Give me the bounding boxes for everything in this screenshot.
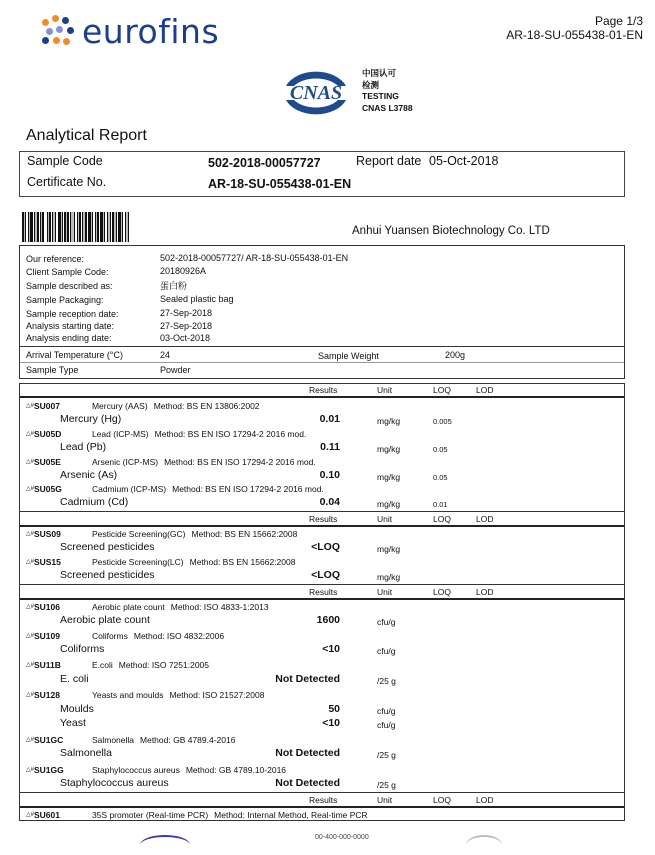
test-header: △#SU05E Arsenic (ICP-MS) Method: BS EN ISO 17294-2 2016 mod.	[26, 457, 316, 467]
certificate-value: AR-18-SU-055438-01-EN	[208, 177, 352, 191]
result-value: Not Detected	[275, 747, 340, 759]
analyte-name: Coliforms	[60, 643, 105, 655]
result-value: 0.10	[319, 469, 340, 481]
test-header: △#SU007 Mercury (AAS) Method: BS EN 13806:2002	[26, 401, 260, 411]
sample-weight-label: Sample Weight	[318, 351, 379, 361]
barcode	[22, 212, 244, 242]
sample-code-value: 502-2018-00057727	[208, 156, 321, 170]
arrival-temp-label: Arrival Temperature (°C)	[26, 350, 123, 360]
test-header: △#SU05G Cadmium (ICP-MS) Method: BS EN ISO 17294-2 2016 mod.	[26, 484, 324, 494]
cnas-accreditation	[276, 64, 436, 120]
eurofins-logo	[40, 12, 220, 50]
info-label: Client Sample Code:	[26, 267, 109, 277]
footer-seal-icon	[466, 835, 502, 855]
info-value: 03-Oct-2018	[160, 333, 211, 343]
report-date-value: 05-Oct-2018	[429, 154, 499, 168]
info-value: 502-2018-00057727/ AR-18-SU-055438-01-EN	[160, 253, 349, 263]
analyte-name: Lead (Pb)	[60, 441, 107, 453]
result-value: <10	[322, 643, 340, 655]
result-value: 50	[328, 703, 340, 715]
loq-value: 0.005	[433, 417, 452, 426]
result-value: 0.04	[319, 496, 340, 508]
test-header: △#SU601 35S promoter (Real-time PCR) Method: Internal Method, Real-time PCR	[26, 810, 368, 820]
eurofins-dots-icon	[40, 13, 76, 49]
page-info	[506, 14, 643, 42]
col-lod: LOD	[476, 385, 494, 395]
col-loq: LOQ	[433, 385, 451, 395]
test-header: △#SU128 Yeasts and moulds Method: ISO 21527:2008	[26, 690, 265, 700]
arrival-temp-value: 24	[160, 350, 171, 360]
sample-code-box	[19, 151, 625, 197]
loq-value: 0.01	[433, 500, 448, 509]
divider	[20, 346, 624, 347]
column-header-row: Results Unit LOQ LOD	[309, 795, 494, 805]
info-label: Sample described as:	[26, 281, 113, 291]
unit-value: mg/kg	[377, 472, 401, 482]
results-table	[19, 383, 625, 821]
analyte-name: Moulds	[60, 703, 94, 715]
unit-value: /25 g	[377, 750, 396, 760]
analyte-name: Screened pesticides	[60, 541, 155, 553]
info-label: Analysis starting date:	[26, 321, 115, 331]
analyte-name: Cadmium (Cd)	[60, 496, 129, 508]
test-header: △#SUS09 Pesticide Screening(GC) Method: BS EN 15662:2008	[26, 529, 298, 539]
analyte-name: Mercury (Hg)	[60, 413, 122, 425]
info-value: 27-Sep-2018	[160, 321, 213, 331]
info-label: Sample Packaging:	[26, 295, 104, 305]
analyte-name: Yeast	[60, 717, 86, 729]
info-label: Our reference:	[26, 254, 85, 264]
analyte-name: E. coli	[60, 673, 89, 685]
analyte-name: Staphylococcus aureus	[60, 777, 169, 789]
info-label: Sample reception date:	[26, 309, 119, 319]
analyte-name: Salmonella	[60, 747, 112, 759]
unit-value: mg/kg	[377, 544, 401, 554]
unit-value: mg/kg	[377, 416, 401, 426]
test-header: △#SU109 Coliforms Method: ISO 4832:2006	[26, 631, 225, 641]
sample-type-label: Sample Type	[26, 365, 79, 375]
info-value: 蛋白粉	[160, 281, 188, 291]
footer-number: 00-400-000-0000	[315, 834, 369, 841]
cnas-text: 中国认可 检测 TESTING CNAS L3788	[362, 68, 413, 113]
column-header-row: Results Unit LOQ LOD	[309, 587, 494, 597]
brand-name: eurofins	[82, 11, 220, 51]
col-unit: Unit	[377, 385, 393, 395]
test-header: △#SU1GG Staphylococcus aureus Method: GB 4789.10-2016	[26, 765, 287, 775]
divider	[20, 362, 624, 363]
sample-type-value: Powder	[160, 365, 191, 375]
svg-text:CNAS: CNAS	[289, 82, 343, 104]
sample-info-box	[19, 245, 625, 379]
unit-value: cfu/g	[377, 646, 396, 656]
result-value: Not Detected	[275, 777, 340, 789]
test-header: △#SU05D Lead (ICP-MS) Method: BS EN ISO 17294-2 2016 mod.	[26, 429, 307, 439]
analyte-name: Aerobic plate count	[60, 614, 150, 626]
info-value: 20180926A	[160, 266, 207, 276]
client-name: Anhui Yuansen Biotechnology Co. LTD	[352, 225, 550, 237]
column-header-row	[20, 384, 624, 396]
result-value: 0.11	[320, 441, 340, 453]
loq-value: 0.05	[433, 445, 448, 454]
unit-value: cfu/g	[377, 720, 396, 730]
test-header: △#SU1GC Salmonella Method: GB 4789.4-2016	[26, 735, 236, 745]
unit-value: mg/kg	[377, 572, 401, 582]
col-results: Results	[309, 385, 338, 395]
result-value: 1600	[316, 614, 340, 626]
sample-code-label: Sample Code	[27, 154, 103, 168]
page-number: Page 1/3	[594, 14, 643, 28]
result-value: <LOQ	[311, 541, 340, 553]
footer-logo-icon	[140, 835, 190, 855]
info-label: Analysis ending date:	[26, 333, 112, 343]
report-id: AR-18-SU-055438-01-EN	[506, 28, 643, 42]
report-date-label: Report date	[356, 154, 422, 168]
result-value: <10	[322, 717, 340, 729]
result-value: <LOQ	[311, 569, 340, 581]
column-header-row: Results Unit LOQ LOD	[309, 514, 494, 524]
unit-value: cfu/g	[377, 706, 396, 716]
analyte-name: Arsenic (As)	[60, 469, 118, 481]
unit-value: /25 g	[377, 780, 396, 790]
sample-weight-value: 200g	[445, 350, 466, 360]
result-value: 0.01	[319, 413, 340, 425]
cnas-logo-icon	[276, 66, 356, 118]
result-value: Not Detected	[275, 673, 340, 685]
analyte-name: Screened pesticides	[60, 569, 155, 581]
unit-value: mg/kg	[377, 444, 401, 454]
loq-value: 0.05	[433, 473, 448, 482]
test-header: △#SU106 Aerobic plate count Method: ISO 4833-1:2013	[26, 602, 269, 612]
unit-value: cfu/g	[377, 617, 396, 627]
test-header: △#SU11B E.coli Method: ISO 7251:2005	[26, 660, 210, 670]
page-title: Analytical Report	[26, 127, 147, 144]
certificate-label: Certificate No.	[27, 175, 107, 189]
info-value: Sealed plastic bag	[160, 294, 234, 304]
info-value: 27-Sep-2018	[160, 308, 213, 318]
test-header: △#SUS15 Pesticide Screening(LC) Method: BS EN 15662:2008	[26, 557, 296, 567]
unit-value: /25 g	[377, 676, 396, 686]
unit-value: mg/kg	[377, 499, 401, 509]
